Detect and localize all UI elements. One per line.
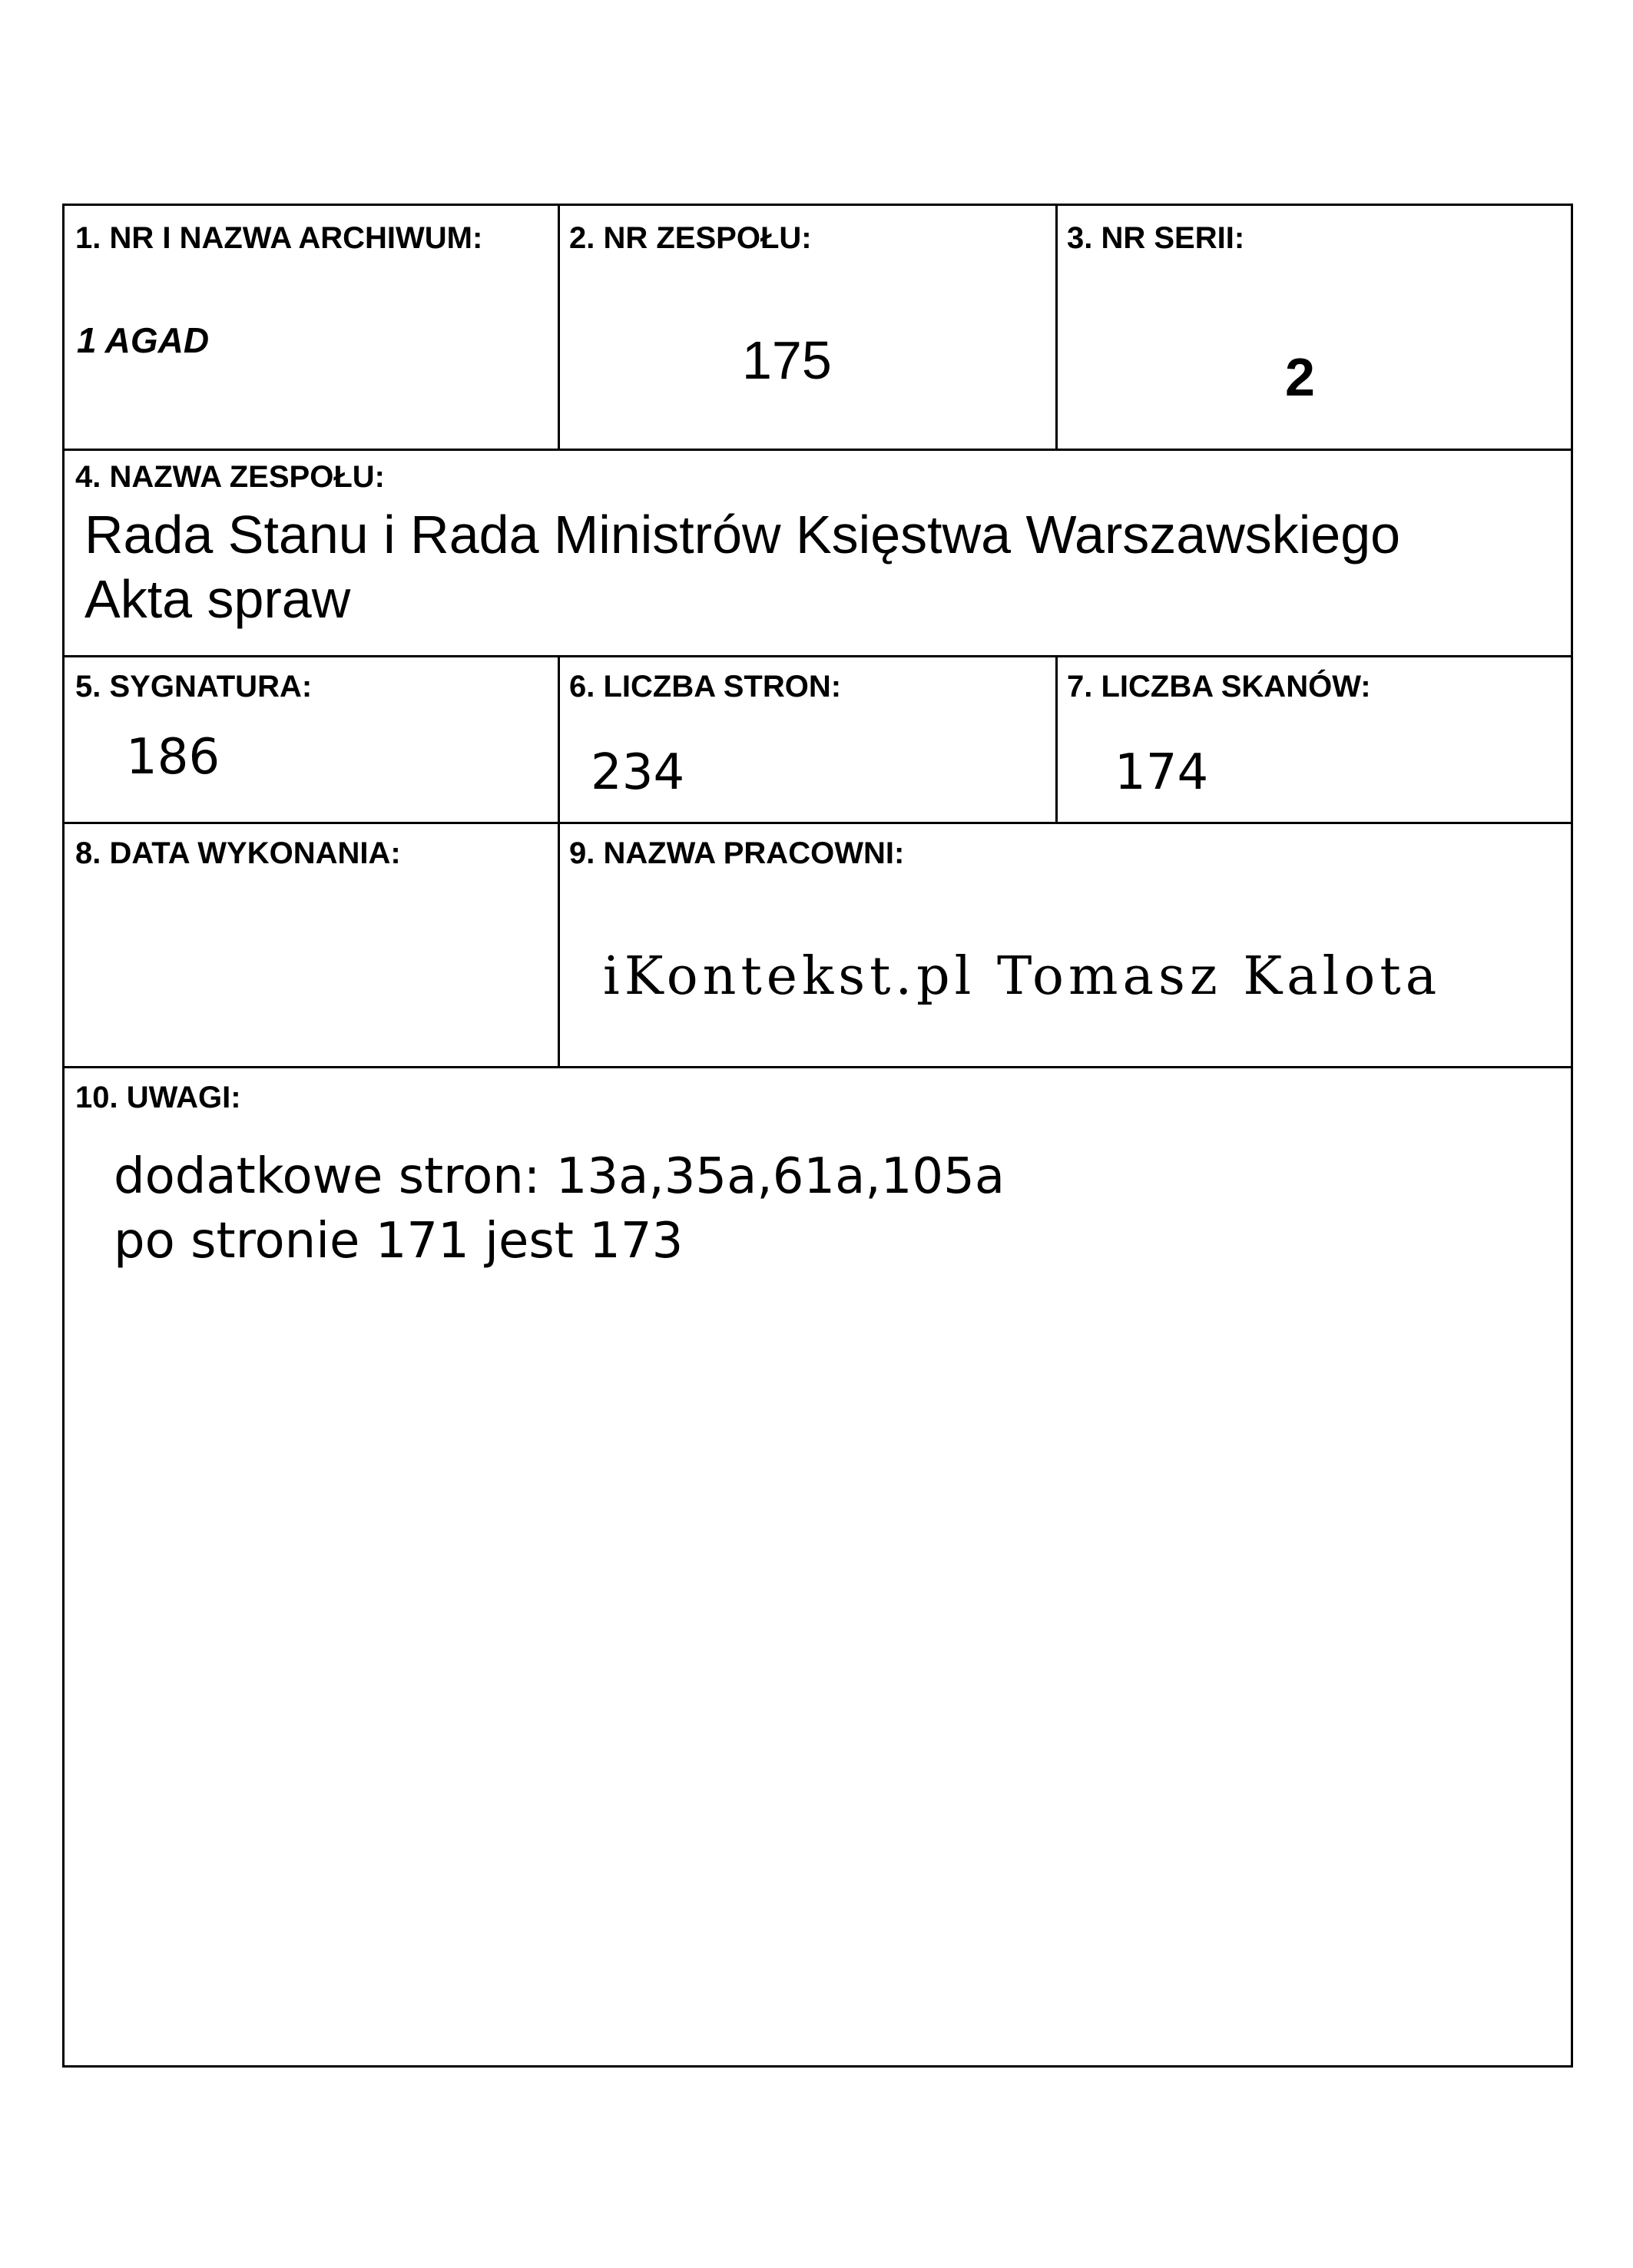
archive-cell [65,206,558,449]
fonds-name-line-2: Akta spraw [84,569,351,629]
series-number-label: 3. NR SERII: [1067,221,1245,255]
archive-value: 1 AGAD [77,320,210,360]
page-count-label: 6. LICZBA STRON: [569,670,842,704]
page-count-cell [560,657,1055,822]
notes-label: 10. UWAGI: [75,1081,241,1114]
series-number-cell [1058,206,1571,449]
signature-value: 186 [126,729,220,786]
fonds-number-label: 2. NR ZESPOŁU: [569,221,812,255]
workshop-label: 9. NAZWA PRACOWNI: [569,836,905,870]
notes-line-2: po stronie 171 jest 173 [114,1213,684,1270]
notes-cell [65,1068,1571,2065]
fonds-name-line-1: Rada Stanu i Rada Ministrów Księstwa Warszawskiego [84,505,1401,565]
scan-count-label: 7. LICZBA SKANÓW: [1067,670,1371,704]
page-count-value: 234 [591,744,685,801]
fonds-number-value: 175 [742,330,832,390]
archive-label: 1. NR I NAZWA ARCHIWUM: [75,221,483,255]
workshop-value: iKontekst.pl Tomasz Kalota [603,946,1442,1007]
date-done-cell [65,824,558,1066]
workshop-cell [560,824,1571,1066]
date-done-label: 8. DATA WYKONANIA: [75,836,401,870]
archive-form [62,204,1573,2068]
scan-count-value: 174 [1115,744,1209,801]
signature-cell [65,657,558,822]
series-number-value: 2 [1285,347,1315,407]
fonds-name-cell [65,451,1571,655]
scan-count-cell [1058,657,1571,822]
signature-label: 5. SYGNATURA: [75,670,313,704]
fonds-number-cell [560,206,1055,449]
notes-line-1: dodatkowe stron: 13a,35a,61a,105a [114,1148,1005,1205]
fonds-name-label: 4. NAZWA ZESPOŁU: [75,460,385,494]
